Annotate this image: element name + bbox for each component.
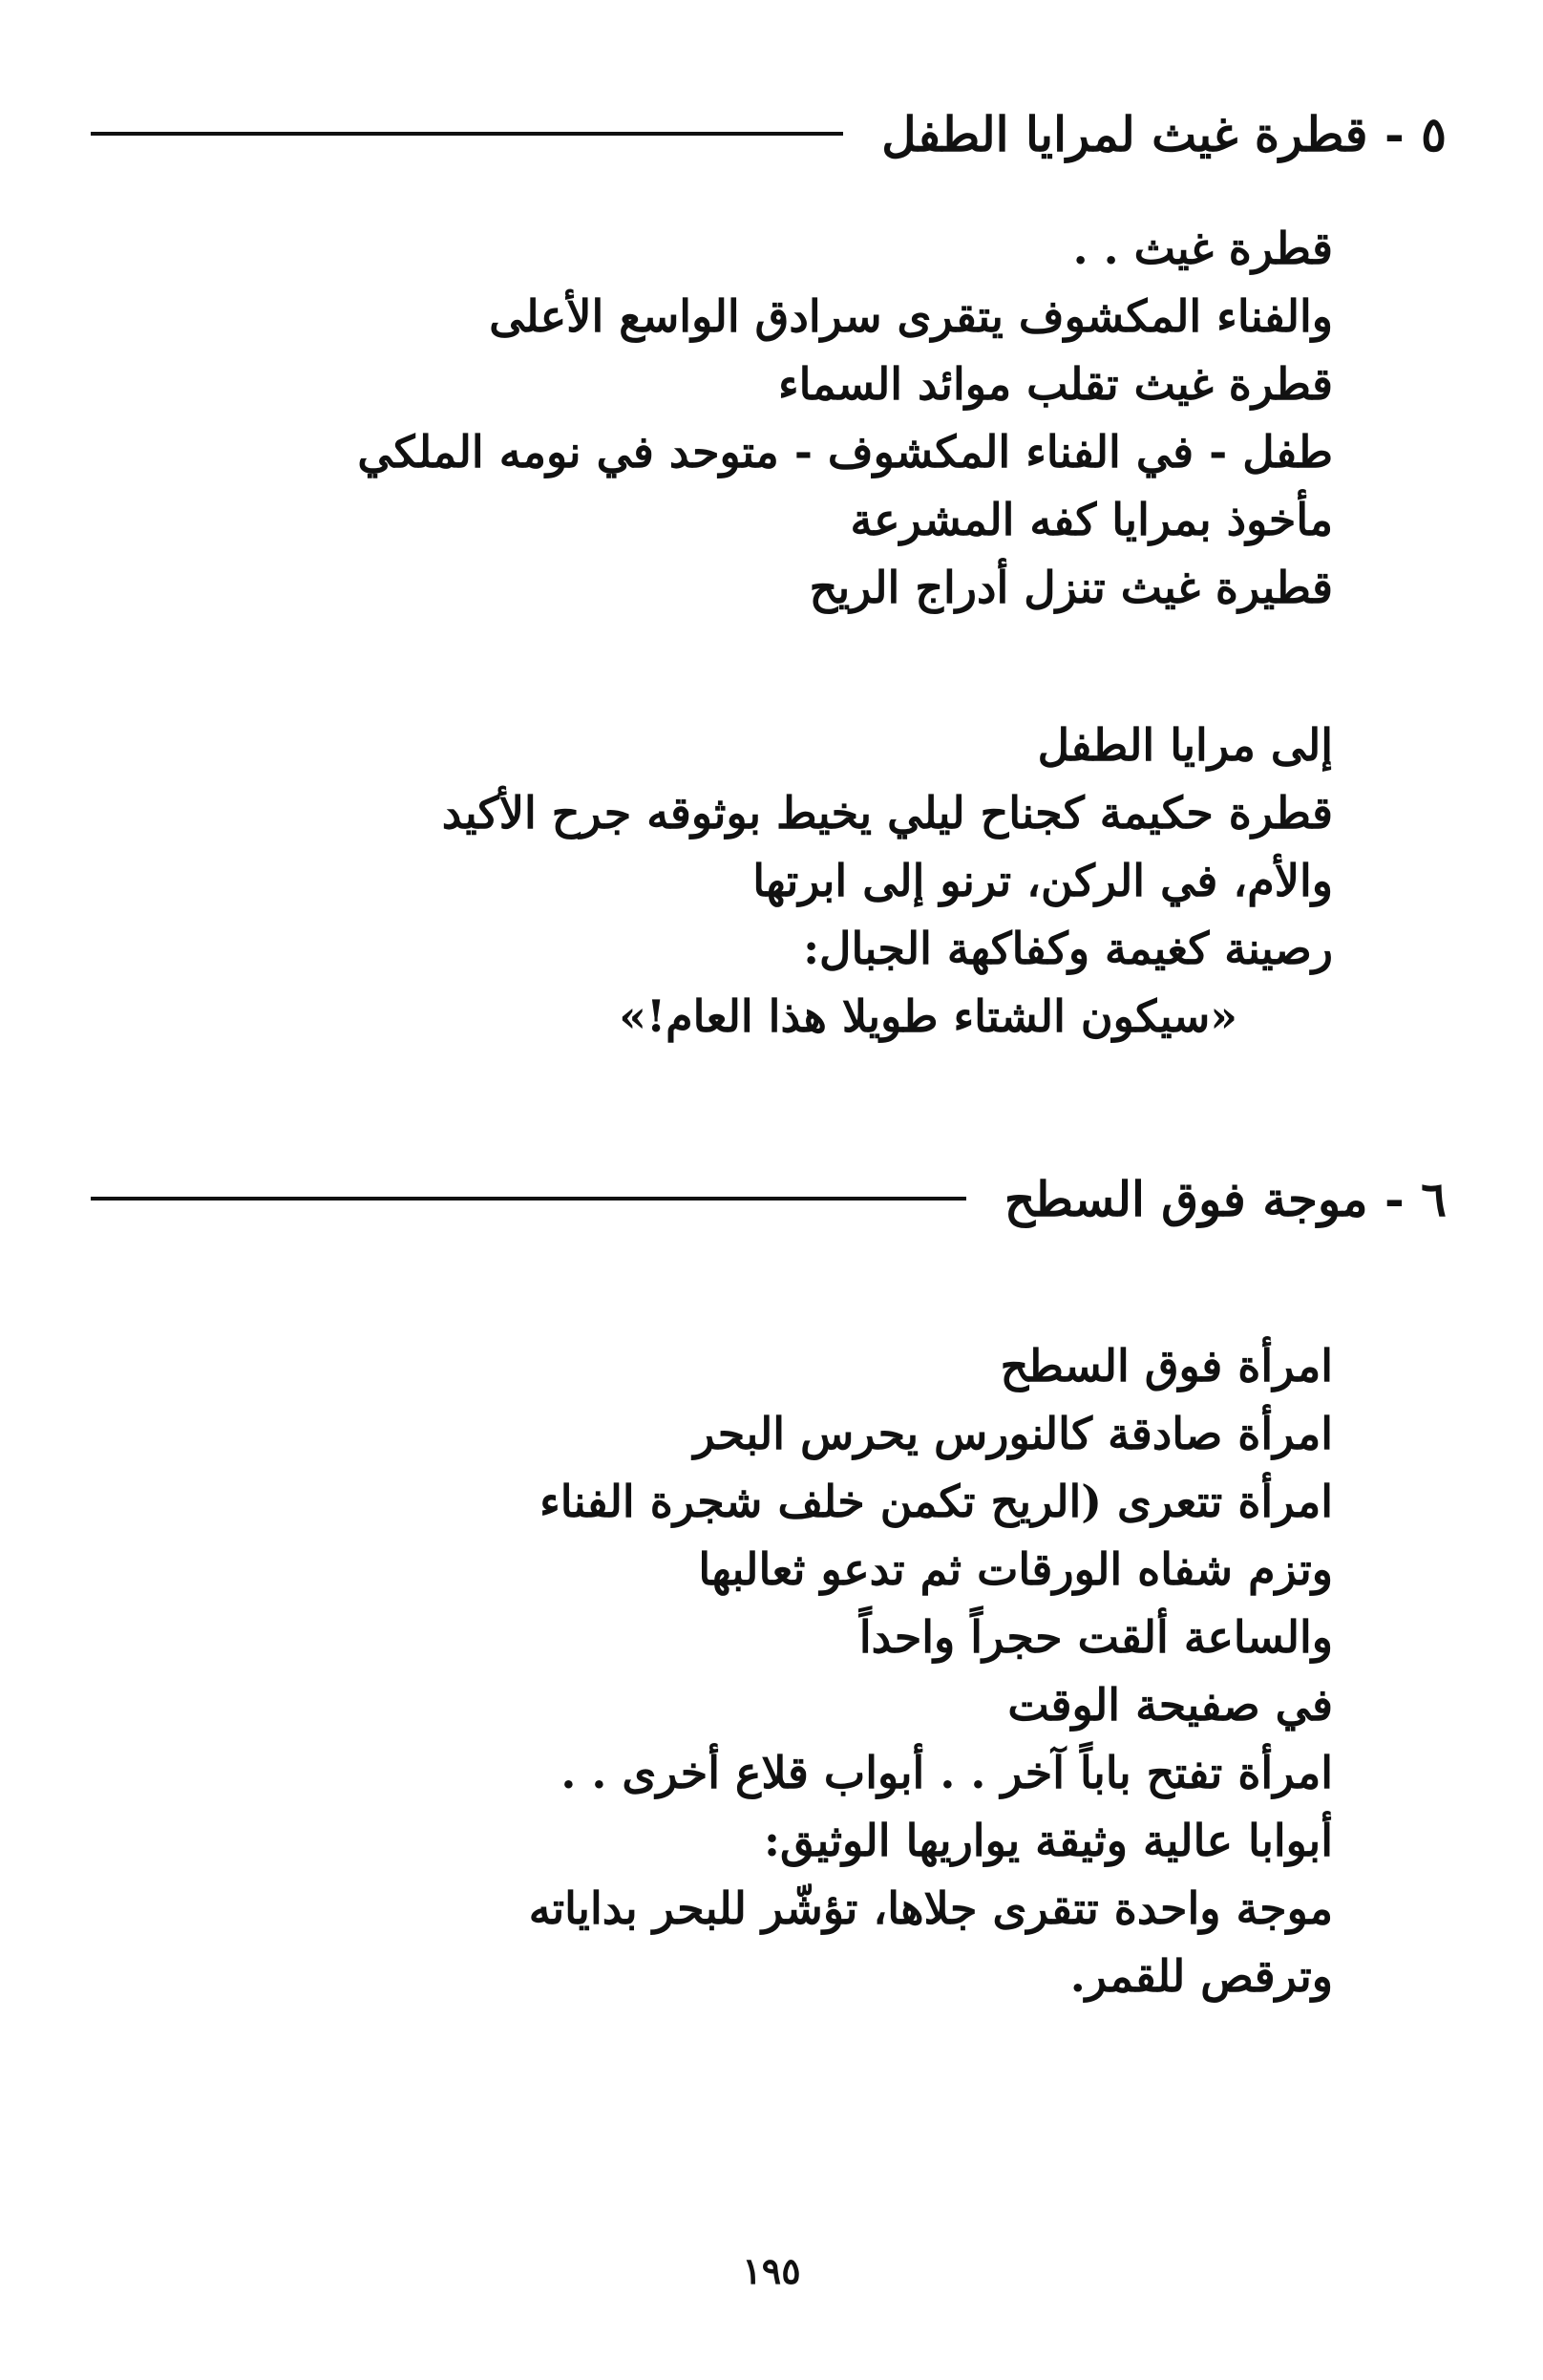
section-6-rule (91, 1197, 966, 1201)
poem-line: امرأة تتعرى (الريح تكمن خلف شجرة الفناء (539, 1476, 1333, 1527)
page-number: ١٩٥ (742, 2249, 801, 2292)
section-5-stanza-1 (283, 215, 1333, 622)
poem-line: قطرة غيث تقلب موائد السماء (777, 358, 1333, 410)
section-5-heading (91, 96, 1447, 172)
poem-line: مأخوذ بمرايا كفه المشرعة (850, 494, 1333, 545)
section-6-heading (91, 1160, 1447, 1237)
poem-line: وترقص للقمر. (1069, 1950, 1333, 2002)
poem-line: قطرة غيث . . (1072, 223, 1333, 274)
section-5-title: ٥ - قطرة غيث لمرايا الطفل (881, 105, 1447, 162)
poem-line: موجة واحدة تتقرى جلاها، تؤشّر للبحر بداياته (528, 1882, 1333, 1934)
section-6-title: ٦ - موجة فوق السطح (1004, 1170, 1447, 1227)
section-5-rule (91, 132, 843, 136)
poem-line: قطيرة غيث تنزل أدراج الريح (809, 562, 1333, 613)
section-5-stanza-2 (283, 712, 1333, 1051)
poem-line: أبوابا عالية وثيقة يواريها الوثيق: (763, 1815, 1333, 1866)
poem-line: في صفيحة الوقت (1007, 1679, 1333, 1731)
poem-line: قطرة حكيمة كجناح ليلي يخيط بوثوقه جرح الأكيد (441, 787, 1333, 839)
poem-line: امرأة فوق السطح (1000, 1340, 1333, 1392)
poem-line: طفل - في الفناء المكشوف - متوحد في نومه الملكي (357, 426, 1333, 478)
quoted-line: «سيكون الشتاء طويلا هذا العام!» (619, 990, 1237, 1042)
poem-line: رصينة كغيمة وكفاكهة الجبال: (803, 923, 1333, 974)
poem-line: امرأة تفتح باباً آخر . . أبواب قلاع أخرى . . (560, 1747, 1333, 1798)
poem-line: وتزم شفاه الورقات ثم تدعو ثعالبها (698, 1543, 1333, 1595)
poem-line: والأم، في الركن، ترنو إلى ابرتها (752, 855, 1333, 906)
poem-line: والفناء المكشوف يتقرى سرادق الواسع الأعلى (489, 290, 1333, 342)
poem-line: امرأة صادقة كالنورس يحرس البحر (693, 1408, 1333, 1459)
section-6-stanza (283, 1332, 1333, 2010)
poem-line: إلى مرايا الطفل (1037, 719, 1333, 771)
poem-line: والساعة ألقت حجراً واحداً (858, 1611, 1333, 1663)
